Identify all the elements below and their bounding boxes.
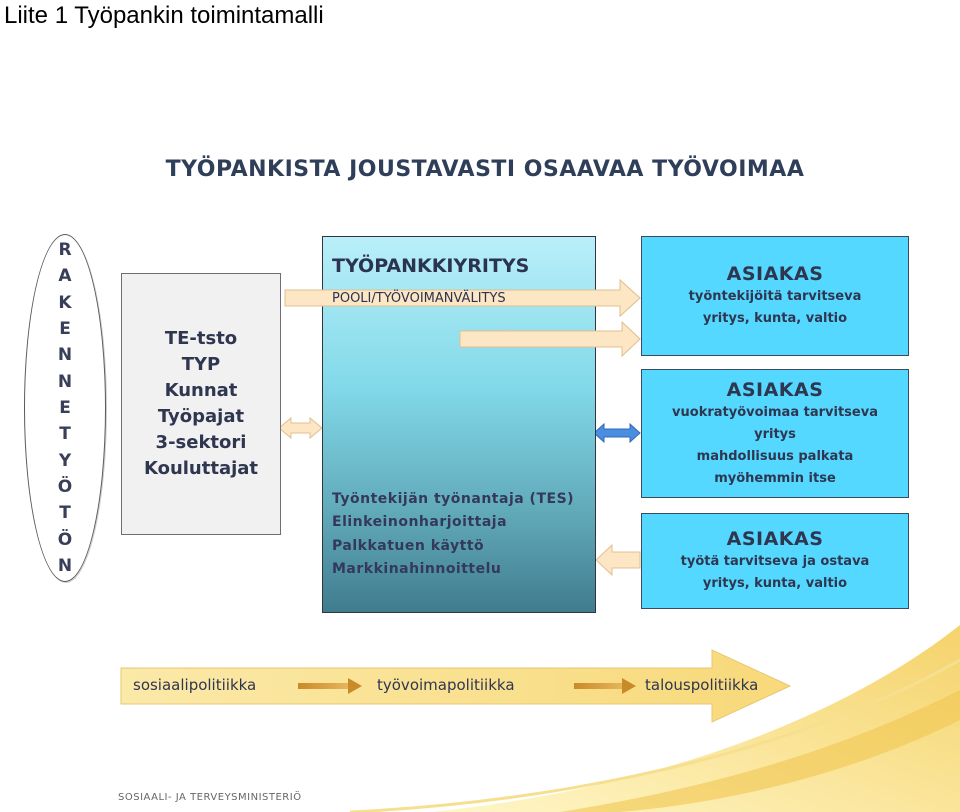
policy-band: [121, 664, 759, 706]
oval-letter: T: [59, 424, 71, 445]
te-line: Kunnat: [164, 380, 238, 401]
te-line: Kouluttajat: [143, 458, 259, 479]
oval-letter: A: [58, 266, 72, 287]
oval-letter: T: [59, 503, 71, 524]
asiakas-line: myöhemmin itse: [714, 470, 836, 486]
te-line: Työpajat: [157, 406, 245, 427]
pooli-label: POOLI/TYÖVOIMANVÄLITYS: [332, 291, 506, 306]
te-line: 3-sektori: [155, 432, 247, 453]
oval-letter: N: [57, 555, 73, 576]
asiakas-box-1: [641, 236, 909, 356]
oval-letter: Ö: [57, 476, 73, 497]
asiakas-line: yritys, kunta, valtio: [702, 311, 848, 326]
asiakas-line: työtä tarvitseva ja ostava: [680, 554, 870, 569]
oval-letter: Y: [58, 450, 72, 471]
te-line: TYP: [181, 354, 221, 375]
asiakas-heading: ASIAKAS: [726, 263, 824, 285]
te-line: TE-tsto: [164, 328, 238, 349]
oval-letter: Ö: [57, 529, 73, 550]
oval-letter: E: [59, 318, 71, 339]
policy-label: sosiaalipolitiikka: [133, 676, 257, 694]
asiakas-box-3: [641, 513, 909, 609]
asiakas-line: yritys: [754, 426, 796, 442]
asiakas-heading: ASIAKAS: [726, 378, 824, 401]
oval-letter: N: [57, 345, 73, 366]
asiakas-line: vuokratyövoimaa tarvitseva: [672, 404, 878, 420]
asiakas-heading: ASIAKAS: [726, 528, 824, 550]
asiakas-box-2: [641, 369, 909, 498]
diagram-title: TYÖPANKISTA JOUSTAVASTI OSAAVAA TYÖVOIMAA: [165, 157, 805, 182]
company-role: Markkinahinnoittelu: [332, 561, 502, 577]
policy-label: työvoimapolitiikka: [377, 676, 515, 694]
company-title: TYÖPANKKIYRITYS: [332, 255, 530, 277]
asiakas-line: työntekijöitä tarvitseva: [688, 289, 862, 304]
oval-letter: N: [57, 371, 73, 392]
oval-letter: E: [59, 397, 71, 418]
oval-letter: K: [58, 292, 72, 313]
asiakas-line: yritys, kunta, valtio: [702, 576, 848, 591]
oval-letter: R: [58, 240, 72, 260]
ministry-logo-text: SOSIAALI- JA TERVEYSMINISTERIÖ: [118, 792, 302, 803]
company-role: Palkkatuen käyttö: [332, 538, 485, 554]
policy-label: talouspolitiikka: [645, 676, 759, 694]
company-role: Työntekijän työnantaja (TES): [332, 491, 575, 507]
asiakas-line: mahdollisuus palkata: [696, 448, 854, 464]
company-role: Elinkeinonharjoittaja: [332, 514, 508, 530]
page-title: Liite 1 Työpankin toimintamalli: [4, 2, 324, 29]
